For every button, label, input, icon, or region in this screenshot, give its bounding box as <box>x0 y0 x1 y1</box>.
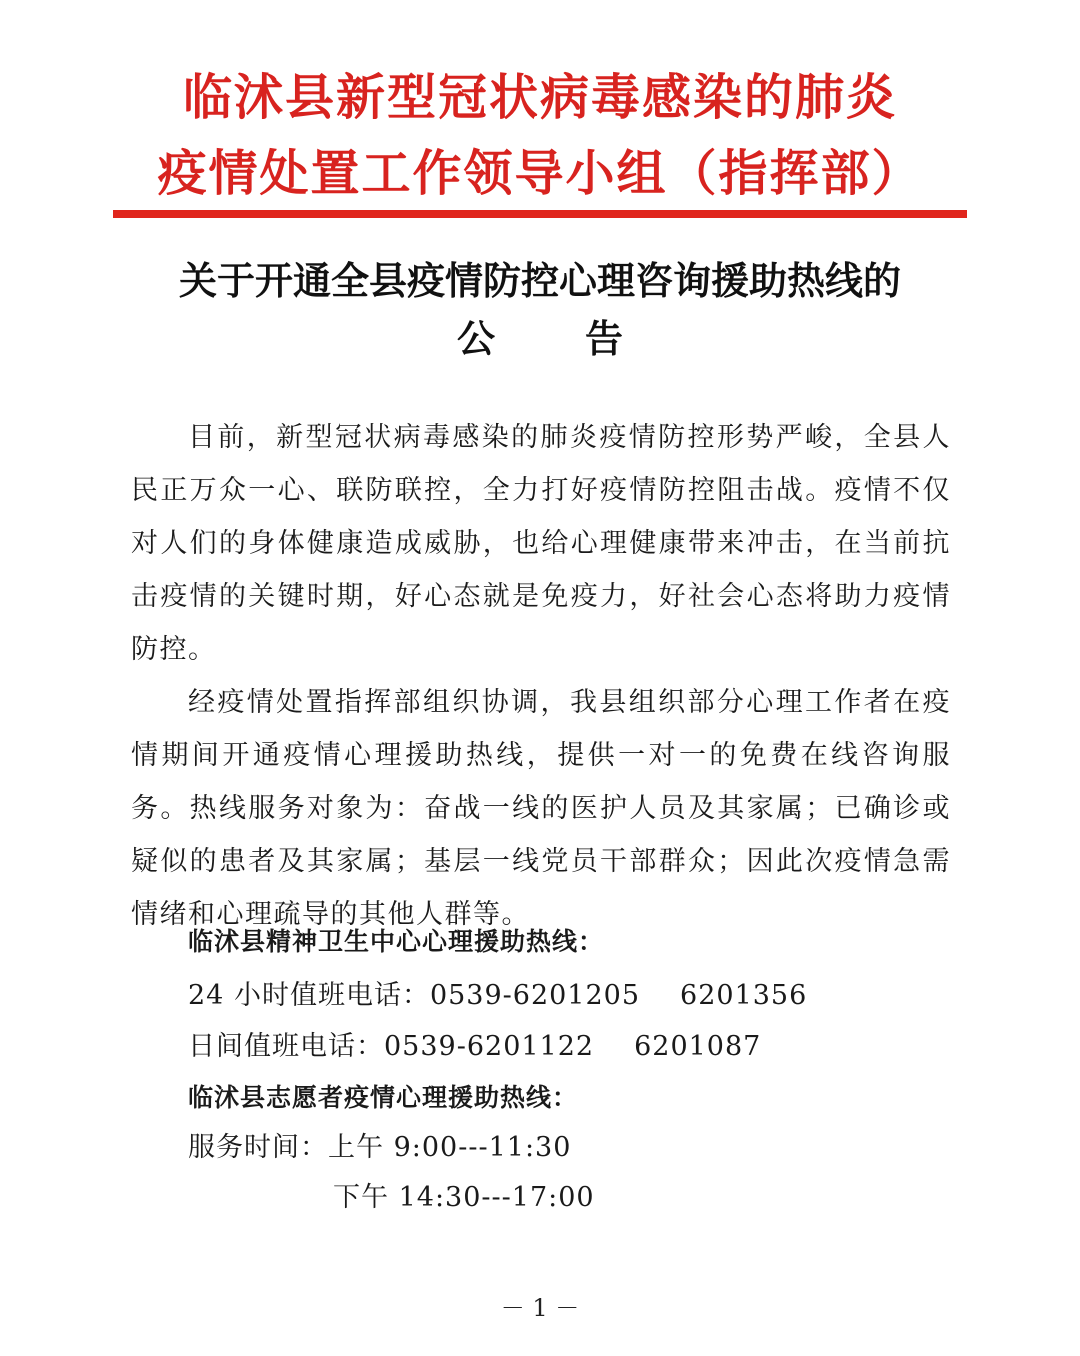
hotline1-day-number: 日间值班电话：0539-6201122 <box>188 1031 595 1062</box>
hotline1-24h-extra-number: 6201356 <box>680 980 808 1011</box>
paragraph-2: 经疫情处置指挥部组织协调，我县组织部分心理工作者在疫情期间开通疫情心理援助热线，提供一对一的免费在线咨询服务。热线服务对象为：奋战一线的医护人员及其家属；已确诊或疑似的患者及其家属；基层一线党员干部群众；因此次疫情急需情绪和心理疏导的其他人群等。 <box>131 687 951 930</box>
paragraph-1: 目前，新型冠状病毒感染的肺炎疫情防控形势严峻，全县人民正万众一心、联防联控，全力打好疫情防控阻击战。疫情不仅对人们的身体健康造成威胁，也给心理健康带来冲击，在当前抗击疫情的关键时期，好心态就是免疫力，好社会心态将助力疫情防控。 <box>131 422 951 665</box>
notice-title <box>0 252 1080 368</box>
hotline2-service-am: 服务时间：上午 9:00---11:30 <box>188 1132 572 1163</box>
organization-title <box>0 60 1080 212</box>
hotline1-24h-line <box>188 970 948 1022</box>
hotline2-heading: 临沭县志愿者疫情心理援助热线： <box>188 1083 579 1112</box>
red-divider-rule <box>113 210 967 218</box>
notice-body <box>131 411 951 941</box>
notice-title-line2: 公告 <box>456 316 713 361</box>
organization-title-line1: 临沭县新型冠状病毒感染的肺炎 <box>182 69 897 126</box>
hotline1-day-extra-number: 6201087 <box>634 1031 762 1062</box>
hotline1-heading: 临沭县精神卫生中心心理援助热线： <box>188 927 605 956</box>
hotline2-service-pm: 下午 14:30---17:00 <box>333 1182 595 1213</box>
notice-title-line1: 关于开通全县疫情防控心理咨询援助热线的 <box>178 258 901 303</box>
organization-title-line2: 疫情处置工作领导小组（指挥部） <box>157 145 923 202</box>
hotline1-24h-number: 24 小时值班电话：0539-6201205 <box>188 980 641 1011</box>
page-number: － 1 － <box>500 1294 580 1322</box>
hotline1-day-line <box>188 1021 948 1073</box>
